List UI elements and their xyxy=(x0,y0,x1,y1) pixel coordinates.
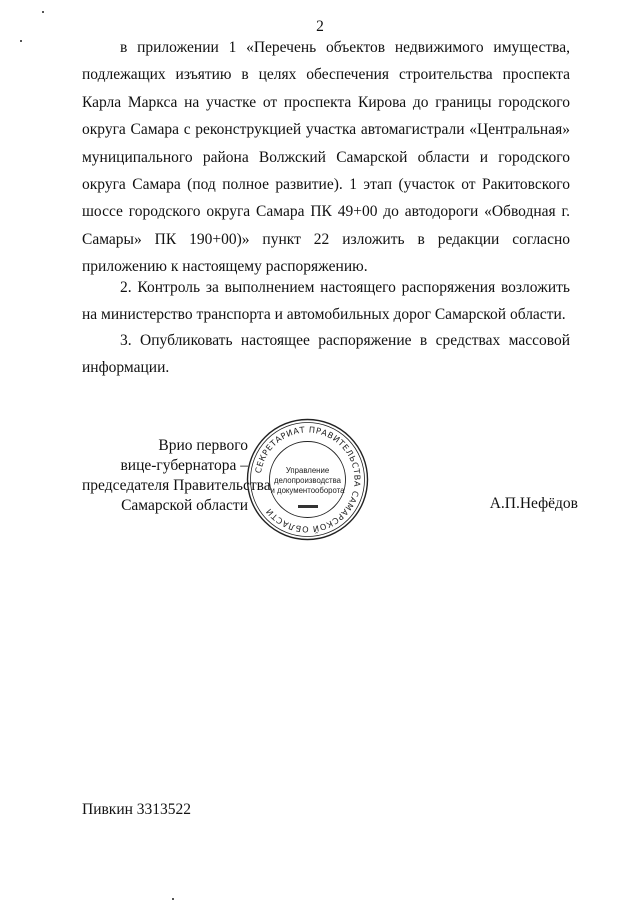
paragraph-3-text: 3. Опубликовать настоящее распоряжение в средствах массовой информации. xyxy=(82,332,570,377)
stamp-center-line-1: Управление xyxy=(285,466,330,475)
scan-speck xyxy=(42,11,44,13)
paragraph-2 xyxy=(82,274,570,329)
signatory-title-line-3: председателя Правительства xyxy=(82,477,271,494)
footer-contact: Пивкин 3313522 xyxy=(82,801,192,818)
scan-speck xyxy=(172,898,174,900)
signatory-title xyxy=(82,436,271,516)
stamp-seal-graphic xyxy=(245,417,370,542)
signatory-title-line-2: вице-губернатора – xyxy=(120,457,248,474)
paragraph-1 xyxy=(82,34,570,281)
scan-speck xyxy=(20,40,22,42)
page-number: 2 xyxy=(316,18,324,35)
signatory-name: А.П.Нефёдов xyxy=(489,495,578,512)
official-stamp xyxy=(245,417,370,542)
stamp-center-line-3: и документооборота xyxy=(270,486,345,495)
paragraph-2-text: 2. Контроль за выполнением настоящего распоряжения возложить на министерство транспорта и автомобильных дорог Самарской области. xyxy=(82,279,570,324)
paragraph-3 xyxy=(82,327,570,382)
stamp-center-line-2: делопроизводства xyxy=(273,476,342,485)
signatory-title-line-1: Врио первого xyxy=(158,437,248,454)
signatory-title-line-4: Самарской области xyxy=(121,497,248,514)
stamp-ring-text: СЕКРЕТАРИАТ ПРАВИТЕЛЬСТВА САМАРСКОЙ ОБЛАСТИ xyxy=(252,424,363,535)
paragraph-1-text: в приложении 1 «Перечень объектов недвижимого имущества, подлежащих изъятию в целях обеспечения строительства проспекта Карла Маркса на участке от проспекта Кирова до границы городского округа Самара с реконструкцией участка автомагистрали «Центральная» муниципального района Волжский Самарской области и городского округа Самара (под полное развитие). 1 этап (участок от Ракитовского шоссе городского округа Самара ПК 49+00 до автодороги «Обводная г. Самары» ПК 190+00)» пункт 22 изложить в редакции согласно приложению к настоящему распоряжению. xyxy=(82,39,570,276)
